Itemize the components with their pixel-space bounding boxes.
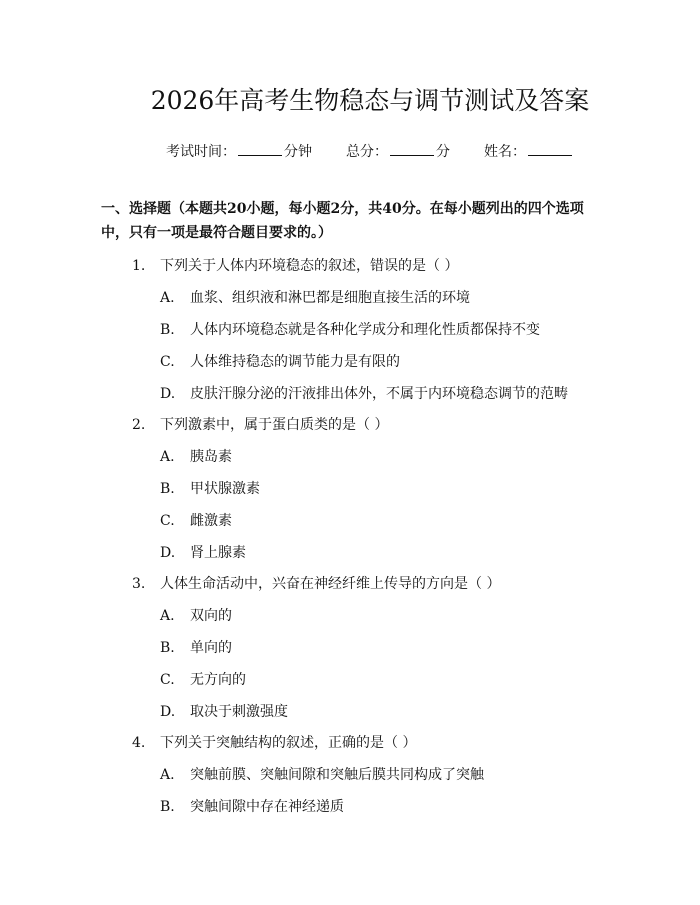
option-letter: A. bbox=[160, 449, 175, 465]
option-letter: C. bbox=[160, 354, 175, 370]
question-text: 下列关于突触结构的叙述，正确的是（ ） bbox=[160, 735, 417, 751]
option-4-b bbox=[160, 797, 640, 817]
option-text: 人体维持稳态的调节能力是有限的 bbox=[190, 354, 400, 370]
option-letter: D. bbox=[160, 704, 176, 720]
option-1-c bbox=[160, 352, 640, 372]
exam-info bbox=[100, 141, 640, 162]
option-4-a bbox=[160, 765, 640, 785]
question-list bbox=[104, 256, 640, 817]
option-3-a bbox=[160, 606, 640, 626]
section-heading: 一、选择题（本题共20小题，每小题2分，共40分。在每小题列出的四个选项中，只有一项是最符合题目要求的。） bbox=[101, 201, 584, 241]
question-1 bbox=[132, 256, 640, 276]
question-text: 下列激素中，属于蛋白质类的是（ ） bbox=[160, 417, 389, 433]
option-text: 雌激素 bbox=[190, 513, 232, 529]
option-letter: A. bbox=[160, 608, 175, 624]
question-2 bbox=[132, 415, 640, 435]
option-2-a bbox=[160, 447, 640, 467]
option-letter: D. bbox=[160, 386, 176, 402]
option-letter: A. bbox=[160, 290, 175, 306]
student-name bbox=[484, 141, 574, 162]
option-1-b bbox=[160, 320, 640, 340]
option-2-b bbox=[160, 479, 640, 499]
option-text: 突触前膜、突触间隙和突触后膜共同构成了突触 bbox=[190, 767, 484, 783]
page-title: 2026年高考生物稳态与调节测试及答案 bbox=[150, 86, 590, 115]
exam-time-unit: 分钟 bbox=[284, 144, 312, 160]
option-text: 双向的 bbox=[190, 608, 232, 624]
question-number: 2. bbox=[132, 417, 146, 433]
option-text: 血浆、组织液和淋巴都是细胞直接生活的环境 bbox=[190, 290, 470, 306]
option-3-c bbox=[160, 670, 640, 690]
question-text: 人体生命活动中，兴奋在神经纤维上传导的方向是（ ） bbox=[160, 576, 501, 592]
question-text: 下列关于人体内环境稳态的叙述，错误的是（ ） bbox=[160, 258, 459, 274]
exam-time-label: 考试时间： bbox=[166, 144, 236, 160]
exam-time-blank bbox=[238, 141, 282, 156]
option-text: 皮肤汗腺分泌的汗液排出体外，不属于内环境稳态调节的范畴 bbox=[190, 386, 568, 402]
option-letter: B. bbox=[160, 481, 175, 497]
option-3-d bbox=[160, 702, 640, 722]
total-score-blank bbox=[390, 141, 434, 156]
student-name-label: 姓名： bbox=[484, 144, 526, 160]
total-score bbox=[346, 141, 450, 162]
option-text: 胰岛素 bbox=[190, 449, 232, 465]
option-1-d bbox=[160, 384, 640, 404]
student-name-blank bbox=[528, 141, 572, 156]
question-3 bbox=[132, 574, 640, 594]
option-letter: B. bbox=[160, 799, 175, 815]
option-text: 取决于刺激强度 bbox=[190, 704, 288, 720]
total-score-unit: 分 bbox=[436, 144, 450, 160]
question-4 bbox=[132, 733, 640, 753]
option-text: 肾上腺素 bbox=[190, 545, 246, 561]
option-letter: C. bbox=[160, 513, 175, 529]
option-text: 甲状腺激素 bbox=[190, 481, 260, 497]
option-text: 无方向的 bbox=[190, 672, 246, 688]
option-text: 突触间隙中存在神经递质 bbox=[190, 799, 344, 815]
option-letter: D. bbox=[160, 545, 176, 561]
option-letter: B. bbox=[160, 640, 175, 656]
option-letter: B. bbox=[160, 322, 175, 338]
question-number: 4. bbox=[132, 735, 146, 751]
option-letter: A. bbox=[160, 767, 175, 783]
option-3-b bbox=[160, 638, 640, 658]
total-score-label: 总分： bbox=[346, 144, 388, 160]
option-text: 人体内环境稳态就是各种化学成分和理化性质都保持不变 bbox=[190, 322, 540, 338]
exam-time bbox=[166, 141, 312, 162]
option-2-d bbox=[160, 543, 640, 563]
option-letter: C. bbox=[160, 672, 175, 688]
option-text: 单向的 bbox=[190, 640, 232, 656]
option-2-c bbox=[160, 511, 640, 531]
question-number: 1. bbox=[132, 258, 146, 274]
question-number: 3. bbox=[132, 576, 146, 592]
option-1-a bbox=[160, 288, 640, 308]
